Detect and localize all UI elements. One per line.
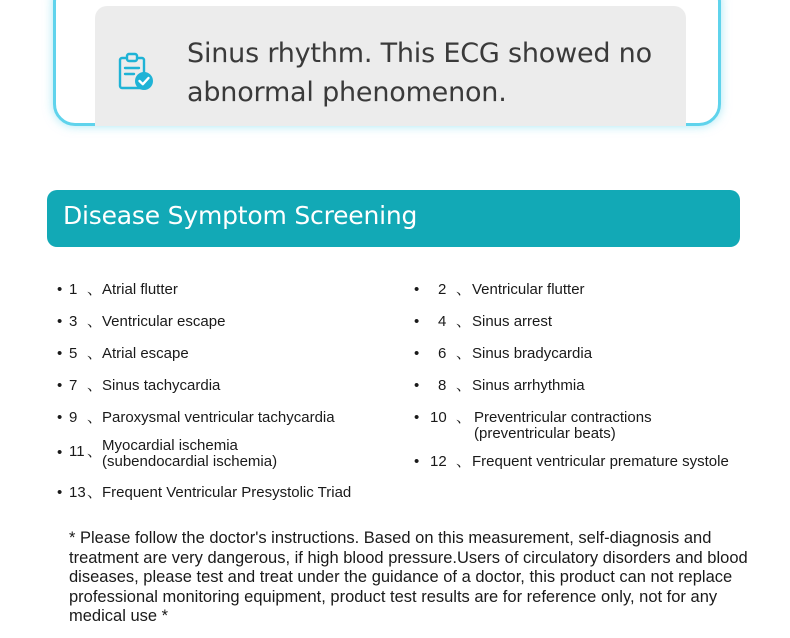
bullet-icon: • (57, 444, 63, 461)
bullet-icon: • (414, 409, 420, 426)
bullet-icon: • (57, 313, 63, 330)
section-header (47, 190, 740, 247)
bullet-icon: • (414, 281, 420, 298)
bullet-icon: • (414, 377, 420, 394)
bullet-icon: • (414, 453, 420, 470)
section-title: Disease Symptom Screening (63, 201, 418, 230)
bullet-icon: • (57, 345, 63, 362)
bullet-icon: • (414, 313, 420, 330)
bullet-icon: • (414, 345, 420, 362)
disclaimer-text: * Please follow the doctor's instructions. Based on this measurement, self-diagnosis and treatment are very dangerous, if high blood pressure.Users of circulatory disorders and blood diseases, please test and treat under the guidance of a doctor, this product can not replace professional monitoring equipment, product test results are for reference only, not for any medical use * (69, 529, 748, 625)
bullet-icon: • (57, 377, 63, 394)
bullet-icon: • (57, 484, 63, 501)
result-card (53, 0, 721, 126)
result-text: Sinus rhythm. This ECG showed no abnormal phenomenon. (187, 38, 652, 108)
bullet-icon: • (57, 409, 63, 426)
result-box (95, 6, 686, 126)
clipboard-check-icon (117, 52, 155, 92)
bullet-icon: • (57, 281, 63, 298)
